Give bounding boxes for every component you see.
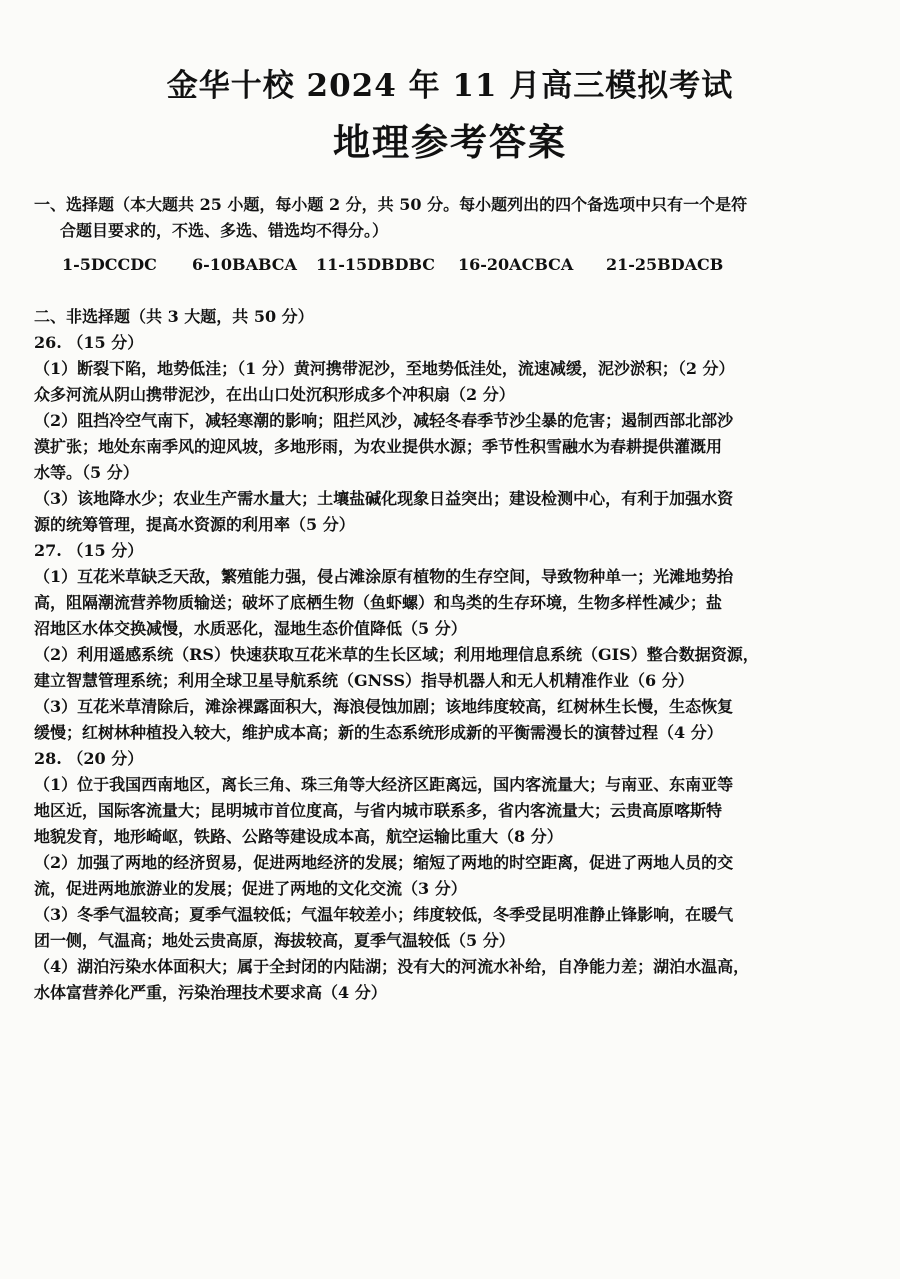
- section-heading: 二、非选择题（共 3 大题，共 50 分）: [34, 307, 314, 326]
- section-choice: [34, 192, 866, 278]
- answer-line: 流，促进两地旅游业的发展；促进了两地的文化交流（3 分）: [34, 879, 467, 898]
- question-27: [34, 538, 866, 746]
- answer-group: 21-25BDACB: [606, 255, 724, 274]
- exam-title: 金华十校 2024 年 11 月高三模拟考试: [166, 68, 734, 104]
- answer-line: （1）互花米草缺乏天敌，繁殖能力强，侵占滩涂原有植物的生存空间，导致物种单一；光滩地势抬: [34, 567, 734, 586]
- section-non-choice: [34, 304, 866, 1006]
- answer-line: 高，阻隔潮流营养物质输送；破坏了底栖生物（鱼虾螺）和鸟类的生存环境，生物多样性减少；盐: [34, 593, 723, 612]
- answer-line: （2）加强了两地的经济贸易，促进两地经济的发展；缩短了两地的时空距离，促进了两地人员的交: [34, 853, 734, 872]
- answer-group: 16-20ACBCA: [458, 255, 574, 274]
- answer-line: 团一侧，气温高；地处云贵高原，海拔较高，夏季气温较低（5 分）: [34, 931, 515, 950]
- answer-content: [34, 192, 866, 1006]
- answer-line: 众多河流从阴山携带泥沙，在出山口处沉积形成多个冲积扇（2 分）: [34, 385, 515, 404]
- answer-group: 6-10BABCA: [192, 255, 297, 274]
- question-number: 27. （15 分）: [34, 541, 144, 560]
- answer-line: （1）断裂下陷，地势低洼；（1 分）黄河携带泥沙，至地势低洼处，流速减缓，泥沙淤积；（2 分）: [34, 359, 735, 378]
- answer-line: （3）冬季气温较高；夏季气温较低；气温年较差小；纬度较低，冬季受昆明准静止锋影响，在暖气: [34, 905, 734, 924]
- answer-line: （1）位于我国西南地区，离长三角、珠三角等大经济区距离远，国内客流量大；与南亚、东南亚等: [34, 775, 734, 794]
- section-heading-line: 合题目要求的，不选、多选、错选均不得分。）: [60, 221, 389, 240]
- answer-line: （4）湖泊污染水体面积大；属于全封闭的内陆湖；没有大的河流水补给，自净能力差；湖泊水温高，: [34, 957, 750, 976]
- answer-line: 地区近，国际客流量大；昆明城市首位度高，与省内城市联系多，省内客流量大；云贵高原喀斯特: [34, 801, 723, 820]
- answer-line: 水等。（5 分）: [34, 463, 139, 482]
- question-26: [34, 330, 866, 538]
- answer-line: 沼地区水体交换减慢，水质恶化，湿地生态价值降低（5 分）: [34, 619, 467, 638]
- answer-line: （3）互花米草清除后，滩涂裸露面积大，海浪侵蚀加剧；该地纬度较高，红树林生长慢，生态恢复: [34, 697, 734, 716]
- answer-line: （2）利用遥感系统（RS）快速获取互花米草的生长区域；利用地理信息系统（GIS）整合数据资源，: [34, 645, 759, 664]
- answer-line: 地貌发育，地形崎岖，铁路、公路等建设成本高，航空运输比重大（8 分）: [34, 827, 563, 846]
- section-heading-line: 一、选择题（本大题共 25 小题，每小题 2 分，共 50 分。每小题列出的四个备选项中只有一个是符: [34, 195, 748, 214]
- answer-line: （3）该地降水少；农业生产需水量大；土壤盐碱化现象日益突出；建设检测中心，有利于加强水资: [34, 489, 734, 508]
- answer-group: 1-5DCCDC: [62, 255, 157, 274]
- answer-group: 11-15DBDBC: [316, 255, 435, 274]
- question-number: 28. （20 分）: [34, 749, 144, 768]
- question-number: 26. （15 分）: [34, 333, 144, 352]
- answer-line: 漠扩张；地处东南季风的迎风坡，多地形雨，为农业提供水源；季节性积雪融水为春耕提供灌溉用: [34, 437, 723, 456]
- answer-line: 缓慢；红树林种植投入较大，维护成本高；新的生态系统形成新的平衡需漫长的演替过程（4 分）: [34, 723, 723, 742]
- answer-line: 源的统筹管理，提高水资源的利用率（5 分）: [34, 515, 355, 534]
- document-title: 地理参考答案: [333, 120, 567, 164]
- question-28: [34, 746, 866, 1006]
- choice-answers-row: [34, 252, 866, 278]
- answer-line: （2）阻挡冷空气南下，减轻寒潮的影响；阻拦风沙，减轻冬春季节沙尘暴的危害；遏制西部北部沙: [34, 411, 734, 430]
- answer-line: 建立智慧管理系统；利用全球卫星导航系统（GNSS）指导机器人和无人机精准作业（6 分）: [34, 671, 694, 690]
- answer-line: 水体富营养化严重，污染治理技术要求高（4 分）: [34, 983, 387, 1002]
